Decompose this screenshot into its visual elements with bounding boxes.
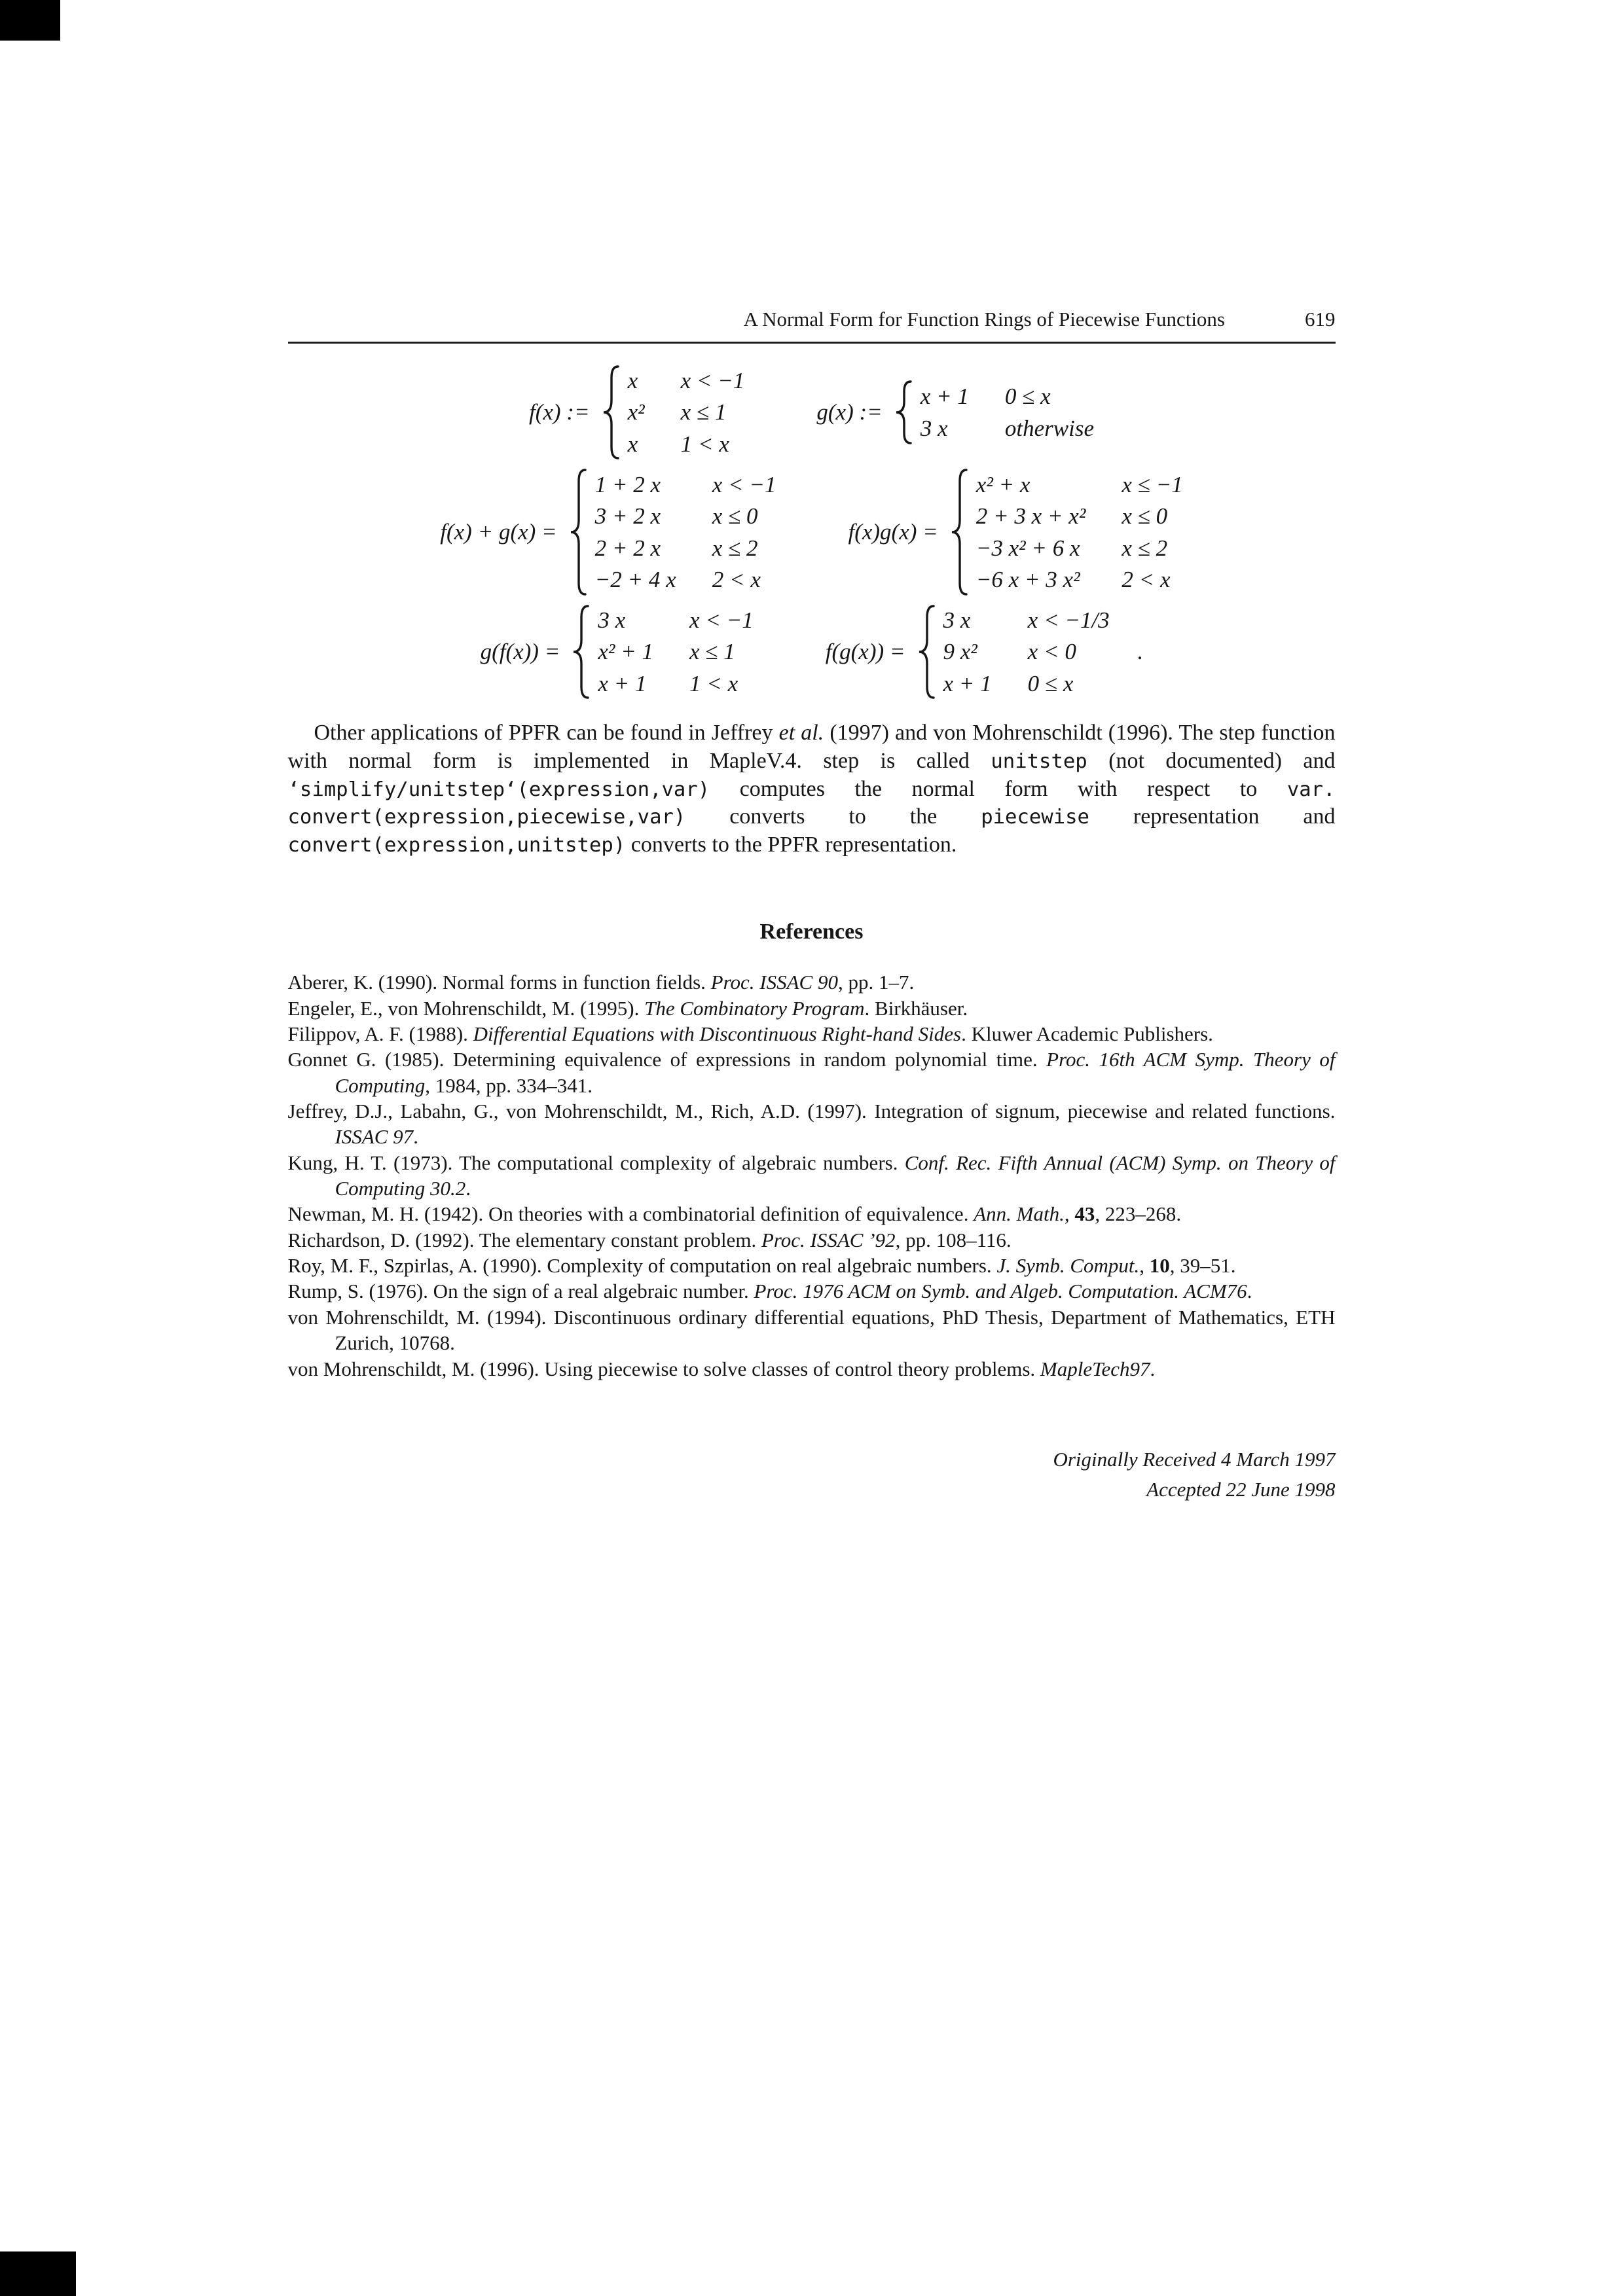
piecewise-cases (595, 471, 776, 593)
reference-item (288, 996, 1336, 1021)
math-row-3 (288, 603, 1336, 701)
case-condition: x ≤ 2 (1122, 535, 1168, 561)
text-segment: The Combinatory Program (644, 996, 865, 1020)
case-condition: x < 0 (1027, 639, 1076, 665)
case-value: −2 + 4 x (594, 566, 676, 592)
text-segment: Differential Equations with Discontinuous Right-hand Sides (473, 1022, 962, 1045)
text-segment: et al. (778, 721, 824, 745)
reference-item (288, 1150, 1336, 1202)
left-brace-icon (569, 603, 591, 701)
received-accepted-block (288, 1444, 1336, 1505)
text-segment: , (1139, 1254, 1150, 1278)
case-value: −6 x + 3 x² (976, 566, 1080, 592)
text-segment: Engeler, E., von Mohrenschildt, M. (1995). (287, 996, 645, 1020)
piecewise-equation-g (816, 378, 1094, 446)
piecewise-cases (598, 607, 753, 697)
case-condition: 1 < x (689, 670, 739, 696)
text-segment: von Mohrenschildt, M. (1994). Discontinuous ordinary differential equations, PhD Thesis, Department of Mathematics, ETH Zurich, 10768. (287, 1305, 1336, 1355)
page-number: 619 (1305, 308, 1336, 331)
reference-item (288, 1201, 1336, 1227)
text-segment: Conf. Rec. Fifth Annual (ACM) Symp. on Theory of Computing 30.2 (335, 1151, 1336, 1200)
case-condition: otherwise (1004, 415, 1095, 441)
text-segment: representation and (1089, 804, 1336, 829)
reference-item (288, 1356, 1336, 1382)
case-condition: x ≤ 1 (689, 639, 735, 665)
text-segment: . (413, 1125, 418, 1149)
case-condition: 0 ≤ x (1004, 384, 1051, 410)
piecewise-equation-sum (440, 467, 776, 598)
piecewise-equation-product (848, 467, 1182, 598)
case-value: 3 x (598, 607, 626, 634)
case-value: x² (627, 399, 645, 425)
page-content (288, 0, 1336, 1505)
text-segment: Kung, H. T. (1973). The computational complexity of algebraic numbers. (287, 1151, 905, 1174)
piecewise-cases (943, 607, 1110, 697)
left-brace-icon (599, 363, 621, 461)
reference-item (288, 1278, 1336, 1304)
reference-item (288, 1227, 1336, 1253)
text-segment: von Mohrenschildt, M. (1996). Using piecewise to solve classes of control theory problems. (287, 1357, 1040, 1380)
text-segment: , 1984, pp. 334–341. (425, 1073, 593, 1097)
text-segment: Rump, S. (1976). On the sign of a real algebraic number. (287, 1280, 754, 1303)
case-value: 1 + 2 x (594, 471, 661, 497)
reference-item (288, 1304, 1336, 1356)
reference-item (288, 1098, 1336, 1150)
equation-lhs: g(f(x)) = (480, 639, 560, 664)
text-segment: Roy, M. F., Szpirlas, A. (1990). Complexity of computation on real algebraic numbers. (287, 1254, 997, 1278)
case-condition: x ≤ 0 (712, 503, 758, 529)
case-value: x + 1 (943, 670, 992, 696)
text-segment: unitstep (991, 749, 1087, 773)
scan-artifact-bottom (0, 2251, 76, 2296)
piecewise-equation-f (529, 363, 744, 461)
text-segment: converts to the PPFR representation. (625, 833, 957, 857)
text-segment: Filippov, A. F. (1988). (287, 1022, 473, 1045)
case-condition: x < −1 (680, 368, 745, 394)
text-segment: convert(expression,unitstep) (287, 834, 626, 857)
reference-list (288, 969, 1336, 1382)
reference-item (288, 969, 1336, 995)
case-value: x (627, 368, 638, 394)
text-segment: ISSAC 97 (335, 1125, 414, 1149)
text-segment: , pp. 108–116. (895, 1228, 1012, 1251)
equation-lhs: f(x) := (528, 399, 590, 425)
text-segment: Proc. 16th ACM Symp. Theory of Computing (335, 1048, 1336, 1097)
case-value: x (627, 431, 638, 457)
text-segment: Proc. ISSAC 90 (710, 971, 838, 994)
case-value: −3 x² + 6 x (976, 535, 1080, 561)
text-segment: 43 (1074, 1202, 1095, 1226)
case-value: x² + 1 (598, 639, 653, 665)
text-segment: Other applications of PPFR can be found in Jeffrey (314, 721, 779, 745)
text-segment: Newman, M. H. (1942). On theories with a combinatorial definition of equivalence. (287, 1202, 974, 1226)
text-segment: Jeffrey, D.J., Labahn, G., von Mohrenschildt, M., Rich, A.D. (1997). Integration of signum, piecewise and related functions. (287, 1099, 1336, 1122)
math-row-2 (288, 467, 1336, 598)
piecewise-equation-f-of-g (826, 603, 1143, 701)
text-segment: piecewise (981, 806, 1089, 829)
text-segment: . Kluwer Academic Publishers. (961, 1022, 1213, 1045)
text-segment: . (1150, 1357, 1156, 1380)
equation-lhs: f(x)g(x) = (848, 519, 938, 545)
case-condition: x ≤ 1 (680, 399, 727, 425)
case-condition: x ≤ 2 (712, 535, 758, 561)
equation-period: . (1137, 639, 1143, 664)
case-condition: x < −1/3 (1027, 607, 1110, 634)
text-segment: , 39–51. (1169, 1254, 1236, 1278)
text-segment: 10 (1149, 1254, 1170, 1278)
equation-lhs: f(x) + g(x) = (440, 519, 557, 545)
running-head (288, 308, 1336, 331)
text-segment: . (1247, 1280, 1252, 1303)
case-value: 9 x² (943, 639, 977, 665)
text-segment: , (1064, 1202, 1075, 1226)
text-segment: , pp. 1–7. (837, 971, 915, 994)
text-segment: Gonnet G. (1985). Determining equivalence of expressions in random polynomial time. (287, 1048, 1047, 1071)
case-value: 3 x (920, 415, 948, 441)
scan-artifact-top (0, 0, 60, 41)
running-title: A Normal Form for Function Rings of Piecewise Functions (743, 308, 1225, 331)
piecewise-cases (976, 471, 1183, 593)
case-condition: 2 < x (712, 566, 761, 592)
case-condition: x ≤ −1 (1122, 471, 1183, 497)
math-display-block (288, 363, 1336, 701)
text-segment: J. Symb. Comput. (996, 1254, 1140, 1278)
text-segment: , 223–268. (1095, 1202, 1182, 1226)
text-segment: . Birkhäuser. (864, 996, 968, 1020)
reference-item (288, 1047, 1336, 1098)
case-condition: x < −1 (712, 471, 776, 497)
reference-item (288, 1021, 1336, 1047)
case-value: 3 + 2 x (594, 503, 661, 529)
case-condition: x < −1 (689, 607, 754, 634)
case-condition: 2 < x (1122, 566, 1171, 592)
header-rule (288, 342, 1336, 344)
equation-lhs: g(x) := (816, 399, 883, 425)
piecewise-equation-g-of-f (481, 603, 754, 701)
left-brace-icon (915, 603, 937, 701)
case-value: x² + x (976, 471, 1030, 497)
case-condition: 1 < x (680, 431, 729, 457)
accepted-line: Accepted 22 June 1998 (1146, 1478, 1336, 1501)
received-line: Originally Received 4 March 1997 (1053, 1447, 1336, 1471)
text-segment: . (465, 1177, 471, 1200)
case-value: 3 x (943, 607, 971, 634)
left-brace-icon (892, 378, 914, 446)
case-value: x + 1 (920, 384, 969, 410)
text-segment: computes the normal form with respect to (710, 776, 1287, 801)
reference-item (288, 1253, 1336, 1278)
text-segment: MapleTech97 (1040, 1357, 1150, 1380)
body-paragraph (288, 719, 1336, 859)
text-segment: Proc. ISSAC ’92 (761, 1228, 896, 1251)
math-row-1 (288, 363, 1336, 461)
case-condition: 0 ≤ x (1027, 670, 1074, 696)
equation-lhs: f(g(x)) = (825, 639, 905, 664)
text-segment: var. convert(expression,piecewise,var) (287, 778, 1336, 829)
case-value: 2 + 3 x + x² (976, 503, 1086, 529)
case-condition: x ≤ 0 (1122, 503, 1168, 529)
piecewise-cases (628, 367, 745, 457)
left-brace-icon (947, 467, 970, 598)
case-value: 2 + 2 x (594, 535, 661, 561)
piecewise-cases (921, 383, 1094, 442)
text-segment: ‘simplify/unitstep‘(expression,var) (287, 778, 710, 801)
text-segment: Aberer, K. (1990). Normal forms in function fields. (287, 971, 711, 994)
case-value: x + 1 (598, 670, 647, 696)
text-segment: converts to the (685, 804, 981, 829)
text-segment: (1997) and von Mohrenschildt (1996). The step function with normal form is implemented in MapleV.4. step is called (287, 721, 1336, 773)
left-brace-icon (566, 467, 589, 598)
text-segment: Ann. Math. (974, 1202, 1065, 1226)
text-segment: Proc. 1976 ACM on Symb. and Algeb. Computation. ACM76 (754, 1280, 1247, 1303)
text-segment: (not documented) and (1087, 748, 1336, 773)
references-heading: References (759, 920, 864, 944)
text-segment: Richardson, D. (1992). The elementary constant problem. (287, 1228, 761, 1251)
